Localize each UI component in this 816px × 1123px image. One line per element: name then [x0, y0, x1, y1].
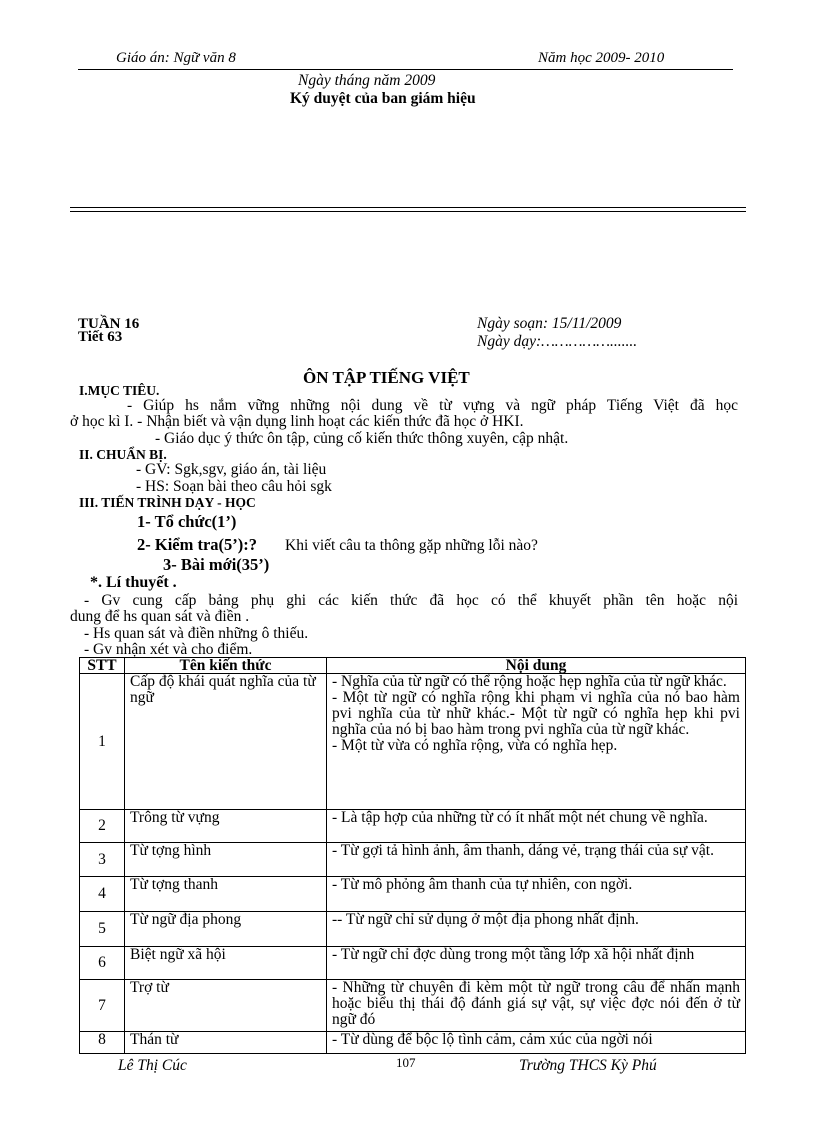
row-content: - Từ gợi tả hình ảnh, âm thanh, dáng vẻ, trạng thái của sự vật. — [327, 843, 746, 877]
footer-author: Lê Thị Cúc — [118, 1057, 187, 1074]
row-content: - Từ mô phỏng âm thanh của tự nhiên, con ngời. — [327, 877, 746, 912]
taught-date: Ngày dạy:……………....... — [477, 333, 638, 350]
table-row — [80, 980, 746, 1032]
row-stt: 5 — [80, 912, 125, 947]
step-organize: 1- Tổ chức(1’) — [137, 512, 237, 531]
step-new-lesson: 3- Bài mới(35’) — [163, 555, 270, 574]
col-content: Nội dung — [327, 658, 746, 674]
section2-hs: - HS: Soạn bài theo câu hỏi sgk — [136, 478, 332, 495]
row-stt: 2 — [80, 810, 125, 843]
row-content-line: - Một từ vừa có nghĩa rộng, vừa có nghĩa hẹp. — [332, 737, 618, 754]
step-check: 2- Kiểm tra(5’):? — [137, 535, 258, 554]
row-name: Cấp độ khái quát nghĩa của từ ngữ — [125, 674, 327, 810]
header-school-year: Năm học 2009- 2010 — [538, 50, 665, 66]
section1-heading: I.MỤC TIÊU. — [79, 383, 160, 398]
theory-p1: - Gv cung cấp bảng phụ ghi các kiến thức đã học có thể khuyết phần tên hoặc nội — [84, 592, 738, 609]
theory-p4: - Gv nhận xét và cho điểm. — [84, 641, 253, 658]
footer-school: Trường THCS Kỳ Phú — [519, 1057, 657, 1074]
lesson-title: ÔN TẬP TIẾNG VIỆT — [303, 368, 470, 387]
theory-heading: *. Lí thuyết . — [90, 574, 177, 591]
lesson-label: Tiết 63 — [78, 329, 123, 345]
knowledge-table — [79, 657, 746, 1054]
section2-gv: - GV: Sgk,sgv, giáo án, tài liệu — [136, 461, 327, 478]
row-content-line: - Nghĩa của từ ngữ có thể rộng hoặc hẹp nghĩa của từ ngữ khác. — [332, 673, 727, 690]
table-row — [80, 843, 746, 877]
table-row — [80, 674, 746, 810]
header-underline — [78, 69, 733, 70]
section1-line1: - Giúp hs nắm vững những nội dung về từ vựng và ngữ pháp Tiếng Việt đã học — [127, 397, 738, 414]
section3-heading: III. TIẾN TRÌNH DẠY - HỌC — [79, 495, 256, 510]
row-name: Trông từ vựng — [125, 810, 327, 843]
row-content: - Là tập hợp của những từ có ít nhất một nét chung về nghĩa. — [327, 810, 746, 843]
row-stt: 6 — [80, 947, 125, 980]
table-row — [80, 877, 746, 912]
row-content: -- Từ ngữ chỉ sử dụng ở một địa phong nhất định. — [327, 912, 746, 947]
row-stt: 1 — [80, 674, 125, 810]
table-row — [80, 947, 746, 980]
section2-heading: II. CHUẨN BỊ. — [79, 447, 167, 462]
row-stt: 3 — [80, 843, 125, 877]
row-content: - Từ ngữ chỉ đợc dùng trong một tầng lớp xã hội nhất định — [327, 947, 746, 980]
row-name: Từ ngữ địa phong — [125, 912, 327, 947]
approval-title: Ký duyệt của ban giám hiệu — [290, 90, 476, 107]
table-row — [80, 1032, 746, 1055]
approval-date: Ngày tháng năm 2009 — [298, 72, 436, 89]
prepared-date: Ngày soạn: 15/11/2009 — [477, 315, 622, 332]
section1-line3: - Giáo dục ý thức ôn tập, củng cố kiến thức thông xuyên, cập nhật. — [155, 430, 569, 447]
row-name: Thán từ — [125, 1032, 327, 1055]
theory-p3: - Hs quan sát và điền những ô thiếu. — [84, 625, 309, 642]
row-stt: 7 — [80, 980, 125, 1032]
divider-bottom — [70, 211, 746, 212]
section1-line2: ở học kì I. - Nhận biết và vận dụng linh hoạt các kiến thức đã học ở HKI. — [70, 413, 524, 430]
footer-page-number: 107 — [396, 1055, 416, 1070]
week-label: TUẦN 16 — [78, 316, 140, 332]
table-header-row — [80, 658, 746, 674]
row-content: - Từ dùng để bộc lộ tình cảm, cảm xúc của ngời nói — [327, 1032, 746, 1055]
row-content-line: - Một từ ngữ có nghĩa rộng khi phạm vi nghĩa của nó bao hàm pvi nghĩa của từ nhữ khác.- Một từ ngữ có nghĩa hẹp khi pvi nghĩa của nó bị bao hàm trong pvi nghĩa của từ ngữ khác. — [332, 689, 740, 738]
col-stt: STT — [80, 658, 125, 674]
row-content — [327, 674, 746, 810]
row-stt: 4 — [80, 877, 125, 912]
row-stt: 8 — [80, 1032, 125, 1055]
theory-p2: dung để hs quan sát và điền . — [70, 608, 250, 625]
table-cut-line — [79, 1053, 746, 1054]
header-subject: Giáo án: Ngữ văn 8 — [116, 50, 236, 66]
row-name: Từ tợng hình — [125, 843, 327, 877]
table-row — [80, 810, 746, 843]
row-name: Trợ từ — [125, 980, 327, 1032]
divider-top — [70, 207, 746, 208]
table-row — [80, 912, 746, 947]
step-check-question: Khi viết câu ta thông gặp những lỗi nào? — [285, 537, 538, 554]
row-name: Biệt ngữ xã hội — [125, 947, 327, 980]
row-name: Từ tợng thanh — [125, 877, 327, 912]
row-content: - Những từ chuyên đi kèm một từ ngữ trong câu để nhấn mạnh hoặc biểu thị thái độ đánh giá sự vật, sự việc đợc nói đến ở từ ngữ đó — [327, 980, 746, 1032]
col-name: Tên kiến thức — [125, 658, 327, 674]
